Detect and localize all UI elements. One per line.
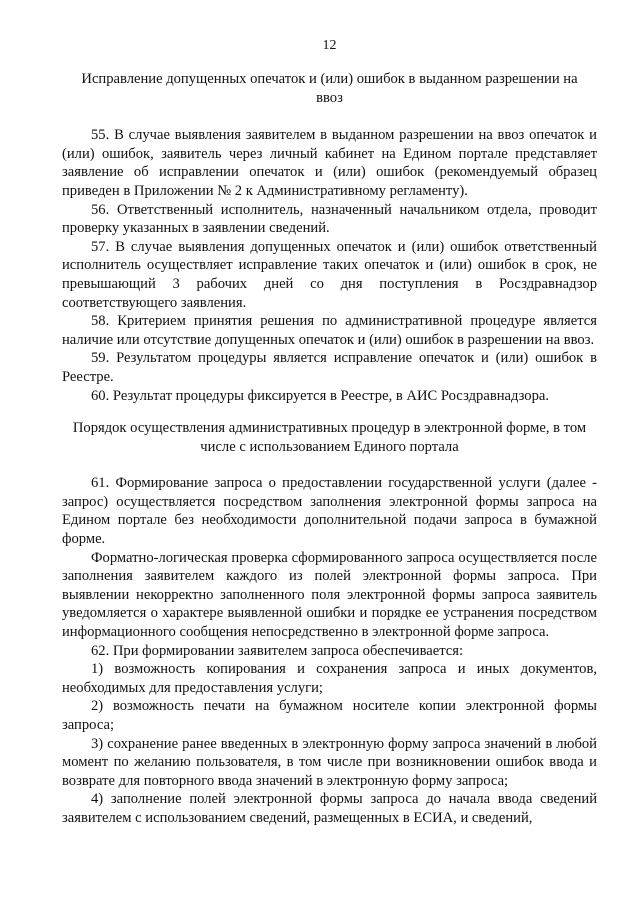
- paragraph-55: 55. В случае выявления заявителем в выданном разрешении на ввоз опечаток и (или) ошибок, заявитель через личный кабинет на Едином портале представляет заявление об исправлении опечаток и (или) ошибок (рекомендуемый образец приведен в Приложении № 2 к Административному регламенту).: [62, 127, 597, 199]
- paragraph-62: 62. При формировании заявителем запроса обеспечивается:: [91, 642, 464, 659]
- list-item-2: 2) возможность печати на бумажном носителе копии электронной формы запроса;: [62, 698, 597, 733]
- section-title-electronic-procedures: Порядок осуществления административных процедур в электронной форме, в том числе с использованием Единого портала: [72, 420, 587, 455]
- paragraph-56: 56. Ответственный исполнитель, назначенный начальником отдела, проводит проверку указанных в заявлении сведений.: [62, 201, 597, 237]
- list-item-1: 1) возможность копирования и сохранения запроса и иных документов, необходимых для предоставления услуги;: [62, 661, 597, 696]
- page-number: 12: [322, 38, 337, 53]
- list-item-3: 3) сохранение ранее введенных в электронную форму запроса значений в любой момент по желанию пользователя, в том числе при возникновении ошибок ввода и возврате для повторного ввода значений в электронную форму запроса;: [62, 735, 597, 789]
- paragraph-58: 58. Критерием принятия решения по административной процедуре является наличие или отсутствие допущенных опечаток и (или) ошибок в разрешении на ввоз.: [62, 313, 597, 348]
- paragraph-59: 59. Результатом процедуры является исправление опечаток и (или) ошибок в Реестре.: [62, 350, 597, 385]
- paragraph-61: 61. Формирование запроса о предоставлении государственной услуги (далее - запрос) осуществляется посредством заполнения электронной формы запроса на Едином портале без необходимости дополнительной подачи запроса в бумажной форме.: [62, 475, 597, 548]
- paragraph-57: 57. В случае выявления допущенных опечаток и (или) ошибок ответственный исполнитель осуществляет исправление таких опечаток и (или) ошибок в срок, не превышающий 3 рабочих дней со дня поступления в Росздравнадзор соответствующего заявления.: [62, 238, 597, 311]
- paragraph-format-check: Форматно-логическая проверка сформированного запроса осуществляется после заполнения заявителем каждого из полей электронной формы запроса. При выявлении некорректно заполненного поля электронной формы запроса заявитель уведомляется о характере выявленной ошибки и порядке ее устранения посредством информационного сообщения непосредственно в электронной форме запроса.: [62, 549, 597, 641]
- list-item-4: 4) заполнение полей электронной формы запроса до начала ввода сведений заявителем с использованием сведений, размещенных в ЕСИА, и сведений,: [62, 791, 597, 826]
- section-title-corrections: Исправление допущенных опечаток и (или) ошибок в выданном разрешении на ввоз: [81, 71, 578, 106]
- paragraph-60: 60. Результат процедуры фиксируется в Реестре, в АИС Росздравнадзора.: [91, 387, 549, 404]
